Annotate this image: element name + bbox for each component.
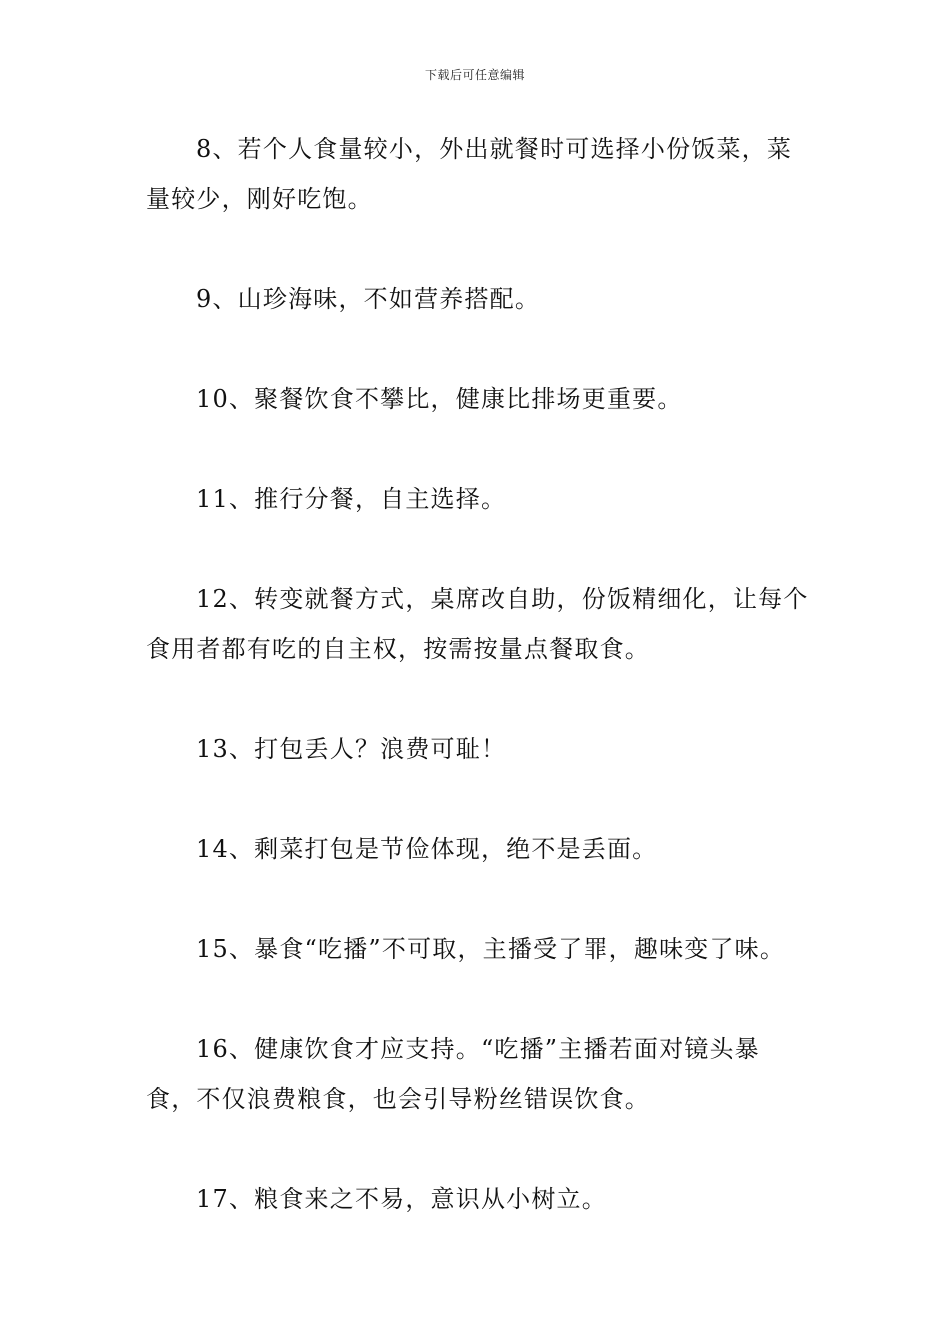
paragraph-13: 13、打包丢人？浪费可耻！: [196, 735, 507, 763]
paragraph-9: 9、山珍海味，不如营养搭配。: [196, 285, 541, 313]
paragraph-11: 11、推行分餐，自主选择。: [196, 485, 507, 513]
paragraph-14: 14、剩菜打包是节俭体现，绝不是丢面。: [196, 835, 658, 863]
paragraph-17: 17、粮食来之不易，意识从小树立。: [196, 1185, 607, 1213]
page-header: 下载后可任意编辑: [424, 68, 525, 82]
paragraph-12: 12、转变就餐方式，桌席改自助，份饭精细化，让每个食用者都有吃的自主权，按需按量点餐取食。: [146, 585, 809, 663]
paragraph-10: 10、聚餐饮食不攀比，健康比排场更重要。: [196, 385, 683, 413]
paragraph-15: 15、暴食“吃播”不可取，主播受了罪，趣味变了味。: [196, 935, 786, 963]
paragraph-16: 16、健康饮食才应支持。“吃播”主播若面对镜头暴食，不仅浪费粮食，也会引导粉丝错误饮食。: [146, 1035, 760, 1113]
document-body: [146, 124, 810, 1224]
paragraph-8: 8、若个人食量较小，外出就餐时可选择小份饭菜，菜量较少，刚好吃饱。: [146, 135, 793, 213]
